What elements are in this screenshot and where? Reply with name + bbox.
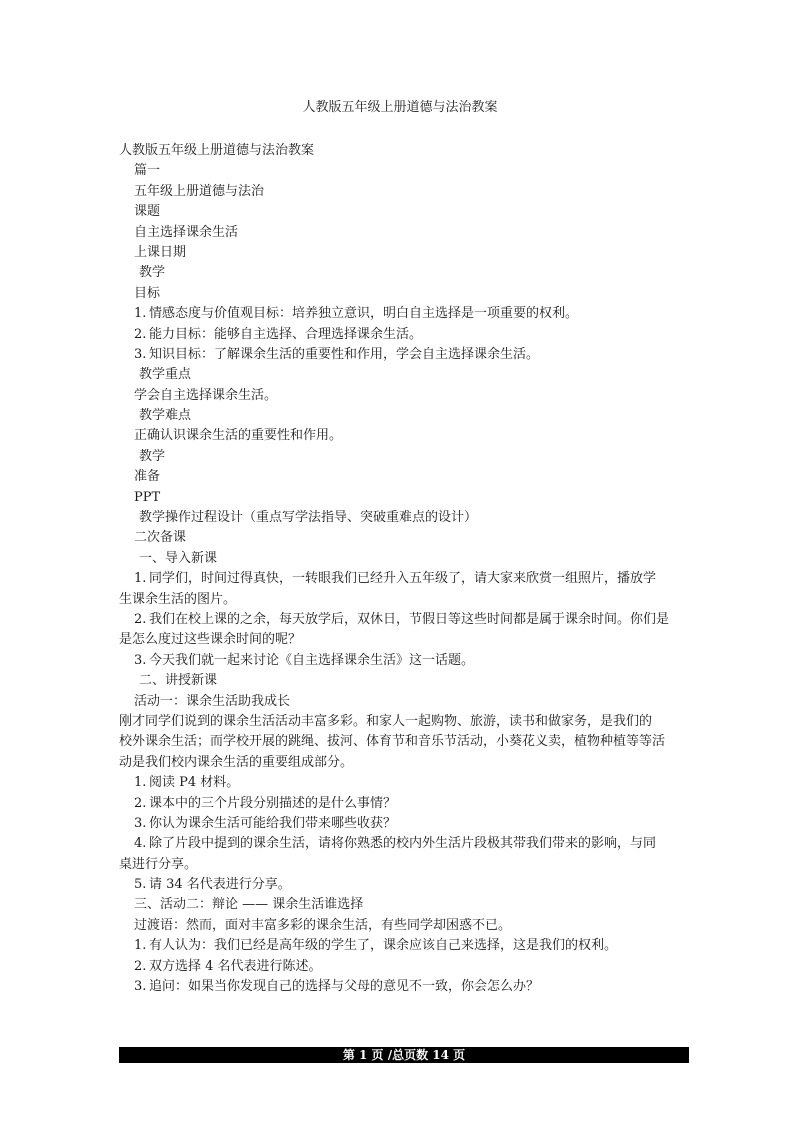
line-text: 追问：如果当你发现自己的选择与父母的意见不一致，你会怎么办？ [149,979,540,995]
text-line [119,671,689,691]
text-line [119,141,689,161]
text-line [119,386,689,406]
text-line [119,569,689,589]
line-text: 正确认识课余生活的重要性和作用。 [134,428,343,444]
line-text: 请 34 名代表进行分享。 [149,877,291,893]
line-text: 生课余生活的图片。 [119,591,237,607]
text-line [119,406,689,426]
text-line [119,855,689,875]
line-text: 上课日期 [134,244,187,260]
line-text: 我们在校上课的之余，每天放学后，双休日，节假日等这些时间都是属于课余时间。你们是 [149,611,670,627]
text-line [119,549,689,569]
text-line [119,732,689,752]
line-text: 校外课余生活；而学校开展的跳绳、拔河、体育节和音乐节活动，小葵花义卖，植物种植等等活 [119,734,666,750]
text-line [119,651,689,671]
text-line [119,834,689,854]
line-text: 活动一：课余生活助我成长 [134,693,291,709]
line-text: 五年级上册道德与法治 [134,183,265,199]
line-text: 双方选择 4 名代表进行陈述。 [149,958,322,974]
line-text: 桌进行分享。 [119,856,198,872]
line-text: 今天我们就一起来讨论《自主选择课余生活》这一话题。 [149,652,475,668]
text-line [119,528,689,548]
list-number: 2. [134,611,147,627]
line-text: 准备 [134,469,161,485]
text-line [119,692,689,712]
text-line [119,814,689,834]
page-footer [119,1047,689,1063]
text-line [119,447,689,467]
text-line [119,895,689,915]
line-text: 知识目标：了解课余生活的重要性和作用，学会自主选择课余生活。 [149,346,540,362]
text-line [119,977,689,997]
text-line [119,304,689,324]
list-number: 2. [134,795,147,811]
line-text: 自主选择课余生活 [134,224,239,240]
list-number: 3. [134,979,147,995]
line-text: 教学重点 [139,367,192,383]
list-number: 1. [134,571,147,587]
line-text: 篇一 [134,163,161,179]
line-text: 刚才同学们说到的课余生活活动丰富多彩。和家人一起购物、旅游，读书和做家务，是我们的 [119,713,653,729]
text-line [119,325,689,345]
line-text: 教学 [139,448,166,464]
line-text: 是怎么度过这些课余时间的呢？ [119,632,302,648]
line-text: 同学们，时间过得真快，一转眼我们已经升入五年级了，请大家来欣赏一组照片，播放学 [149,571,657,587]
text-line [119,223,689,243]
page-title: 人教版五年级上册道德与法治教案 [302,100,498,115]
text-line [119,794,689,814]
list-number: 1. [134,775,147,791]
line-text: 有人认为：我们已经是高年级的学生了，课余应该自己来选择，这是我们的权利。 [149,938,618,954]
text-line [119,345,689,365]
line-text: 课题 [134,204,161,220]
line-text: 能力目标：能够自主选择、合理选择课余生活。 [149,326,423,342]
line-text: 一、导入新课 [139,550,218,566]
list-number: 2. [134,958,147,974]
text-line [119,365,689,385]
text-line [119,467,689,487]
list-number: 1. [134,306,147,322]
list-number: 3. [134,652,147,668]
line-text: 你认为课余生活可能给我们带来哪些收获？ [149,815,397,831]
list-number: 3. [134,346,147,362]
line-text: 三、活动二：辩论 —— 课余生活谁选择 [134,897,364,913]
text-line [119,916,689,936]
line-text: 阅读 P4 材料。 [149,775,240,791]
page-number-label: 第 1 页 /总页数 14 页 [342,1048,466,1062]
line-text: 目标 [134,285,161,301]
text-line [119,630,689,650]
text-line [119,488,689,508]
line-text: 二、讲授新课 [139,673,218,689]
list-number: 3. [134,815,147,831]
line-text: PPT [134,489,161,505]
list-number: 4. [134,836,147,852]
text-line [119,936,689,956]
line-text: 动是我们校内课余生活的重要组成部分。 [119,754,354,770]
line-text: 教学 [139,265,166,281]
list-number: 5. [134,877,147,893]
text-line [119,957,689,977]
text-line [119,202,689,222]
line-text: 情感态度与价值观目标：培养独立意识，明白自主选择是一项重要的权利。 [149,306,579,322]
text-line [119,243,689,263]
text-line [119,753,689,773]
text-line [119,875,689,895]
line-text: 二次备课 [134,530,187,546]
line-text: 过渡语：然而，面对丰富多彩的课余生活，有些同学却困惑不已。 [134,917,512,933]
text-line [119,773,689,793]
line-text: 教学操作过程设计（重点写学法指导、突破重难点的设计） [139,510,478,526]
line-text: 教学难点 [139,408,192,424]
text-line [119,284,689,304]
text-line [119,161,689,181]
list-number: 1. [134,938,147,954]
line-text: 学会自主选择课余生活。 [134,387,278,403]
line-text: 人教版五年级上册道德与法治教案 [119,143,315,158]
text-line [119,610,689,630]
text-line [119,426,689,446]
document-body [119,141,689,997]
text-line [119,712,689,732]
text-line [119,182,689,202]
line-text: 课本中的三个片段分别描述的是什么事情？ [149,795,397,811]
line-text: 除了片段中提到的课余生活，请将你熟悉的校内外生活片段极其带我们带来的影响，与同 [149,836,657,852]
text-line [119,263,689,283]
text-line [119,590,689,610]
list-number: 2. [134,326,147,342]
text-line [119,508,689,528]
